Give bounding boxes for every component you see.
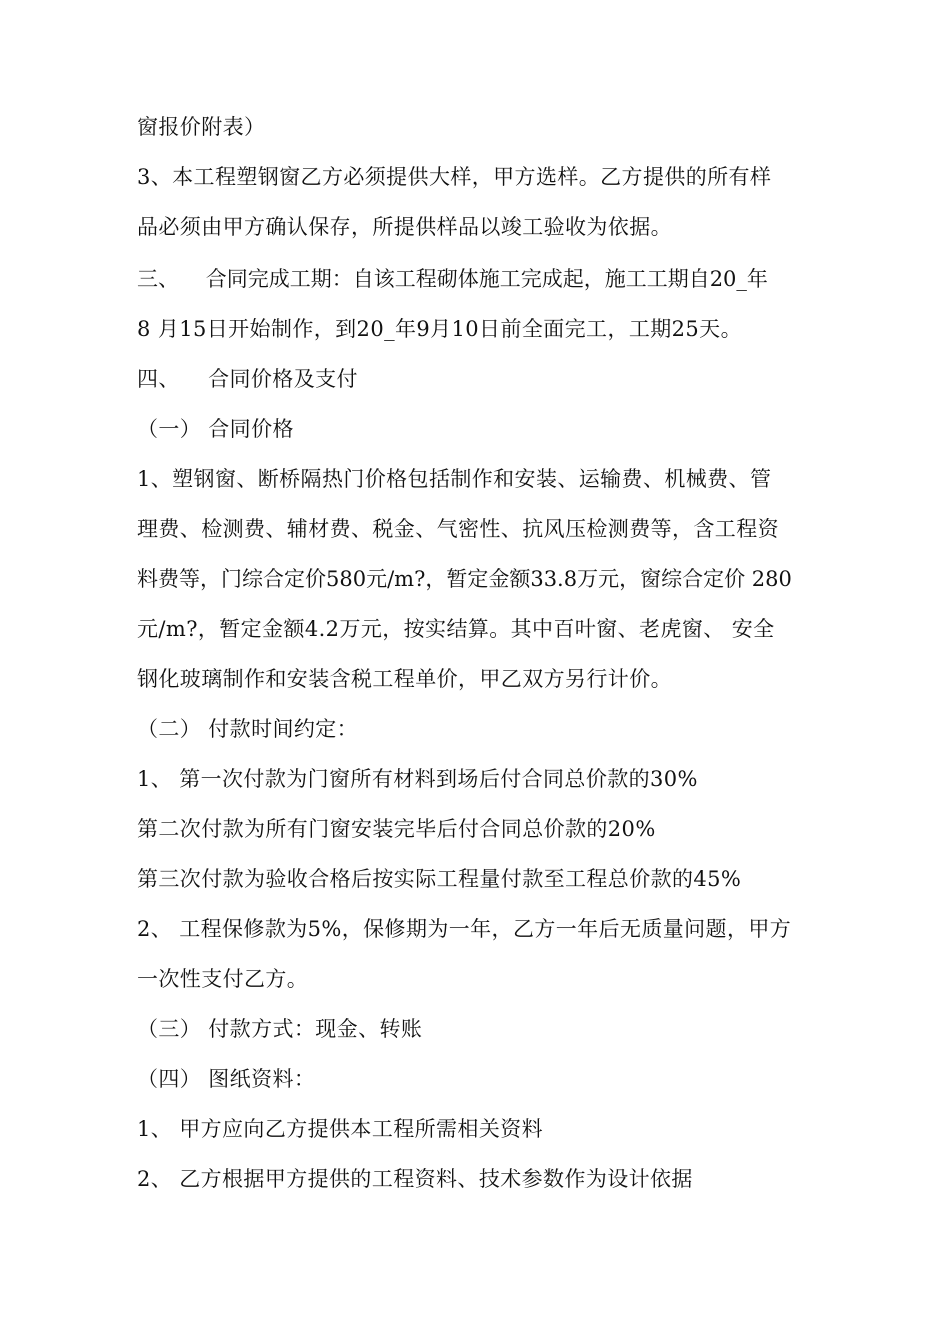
text-line-10: 料费等，门综合定价580元/m?，暂定金额33.8万元，窗综合定价 280 [137,567,792,591]
warranty-text-cont: 一次性支付乙方。 [137,967,309,991]
subsection-3-heading: （三） 付款方式：现金、转账 [137,1017,423,1041]
text-line-1: 窗报价附表） [137,115,266,139]
section-3-heading: 三、 合同完成工期：自该工程砌体施工完成起，施工工期自20_年 [137,267,768,291]
subsection-1-heading: （一） 合同价格 [137,417,294,441]
text-line-12: 钢化玻璃制作和安装含税工程单价，甲乙双方另行计价。 [137,667,672,691]
payment-third: 第三次付款为验收合格后按实际工程量付款至工程总价款的45% [137,867,742,891]
drawings-item-1: 1、 甲方应向乙方提供本工程所需相关资料 [137,1117,544,1141]
subsection-2-heading: （二） 付款时间约定： [137,717,359,741]
payment-second: 第二次付款为所有门窗安装完毕后付合同总价款的20% [137,817,656,841]
drawings-item-2: 2、 乙方根据甲方提供的工程资料、技术参数作为设计依据 [137,1167,693,1191]
text-line-2: 3、本工程塑钢窗乙方必须提供大样，甲方选样。乙方提供的所有样 [137,165,772,189]
text-line-5: 8 月15日开始制作，到20_年9月10日前全面完工，工期25天。 [137,317,742,341]
warranty-text: 2、 工程保修款为5%，保修期为一年，乙方一年后无质量问题，甲方 [137,917,792,941]
text-line-9: 理费、检测费、辅材费、税金、气密性、抗风压检测费等，含工程资 [137,517,779,541]
section-4-heading: 四、 合同价格及支付 [137,367,358,391]
payment-first: 1、 第一次付款为门窗所有材料到场后付合同总价款的30% [137,767,698,791]
subsection-4-heading: （四） 图纸资料： [137,1067,316,1091]
text-line-8: 1、塑钢窗、断桥隔热门价格包括制作和安装、运输费、机械费、管 [137,467,772,491]
text-line-3: 品必须由甲方确认保存，所提供样品以竣工验收为依据。 [137,215,672,239]
text-line-11: 元/m?，暂定金额4.2万元，按实结算。其中百叶窗、老虎窗、 安全 [137,617,775,641]
